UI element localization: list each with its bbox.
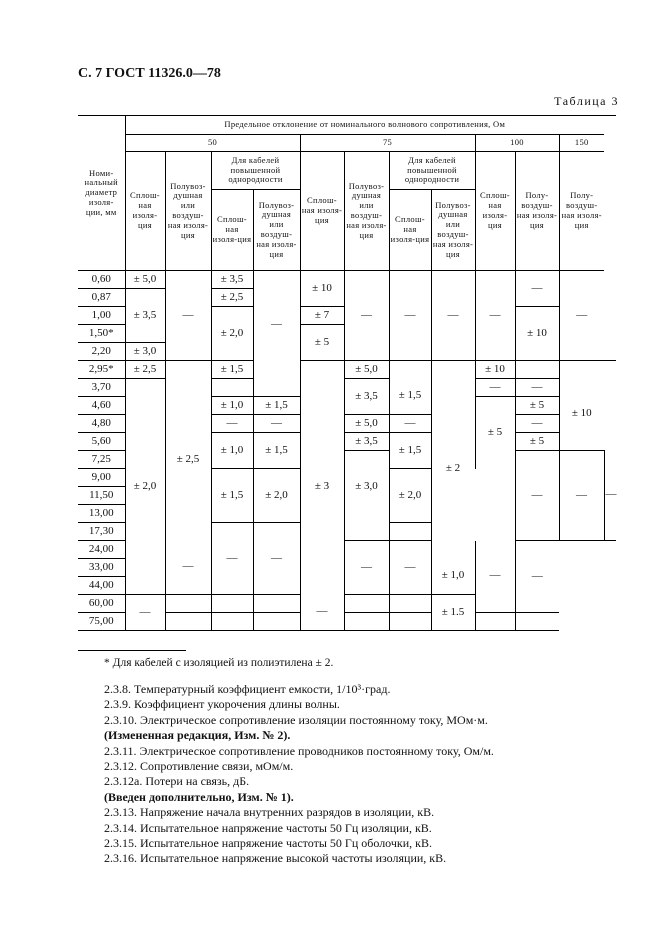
table-name: Таблица 3 (554, 94, 619, 108)
cell: ± 10 (300, 271, 344, 307)
cell: — (515, 379, 559, 397)
cell (515, 613, 559, 631)
row-label: 44,00 (78, 577, 125, 595)
cell: ± 1,5 (389, 379, 431, 415)
hdr-50-semiair: Полувоз-душная или воздуш-ная изоля-ция (165, 152, 211, 271)
cell: ± 1,5 (253, 433, 300, 469)
cell: ± 1,5 (389, 433, 431, 469)
diameter-header: Номи-нальный диаметр изоля-ции, мм (78, 116, 125, 271)
row-label: 4,60 (78, 397, 125, 415)
cell: ± 1,0 (431, 559, 475, 595)
cell (253, 595, 300, 613)
paragraph-line: 2.3.8. Температурный коэффициент емкости, 1/10³·град. (104, 682, 391, 696)
cell: ± 2 (431, 379, 475, 559)
cell (165, 613, 211, 631)
cell (389, 523, 431, 541)
hdr-50-solid: Сплош-ная изоля-ция (125, 152, 165, 271)
paragraph-line: 2.3.11. Электрическое сопротивление проводников постоянному току, Ом/м. (104, 743, 494, 758)
cell: ± 10 (475, 361, 515, 379)
cell: — (389, 415, 431, 433)
cell: ± 3,5 (125, 289, 165, 343)
paragraph-line: (Измененная редакция, Изм. № 2). (104, 728, 291, 743)
row-label: 0,60 (78, 271, 125, 289)
cell: ± 2,0 (253, 469, 300, 523)
row-label: 11,50 (78, 487, 125, 505)
cell (389, 361, 431, 379)
cell: ± 2,5 (211, 289, 253, 307)
paragraph-line: 2.3.12. Сопротивление связи, мОм/м. (104, 759, 294, 774)
cell: — (515, 271, 559, 307)
row-label: 60,00 (78, 595, 125, 613)
hdr-100-semiair: Полу-воздуш-ная изоля-ция (515, 152, 559, 271)
cell (559, 361, 604, 379)
cell: ± 5 (300, 325, 344, 361)
cell: — (389, 541, 431, 595)
cell (300, 361, 344, 379)
row-label: 3,70 (78, 379, 125, 397)
cell (211, 595, 253, 613)
cell: — (211, 523, 253, 595)
hdr-75-uniform-solid: Сплош-ная изоля-ция (389, 190, 431, 271)
cell: ± 7 (300, 307, 344, 325)
cell: — (475, 271, 515, 361)
cell: ± 5 (475, 397, 515, 469)
cell: ± 1,0 (211, 397, 253, 415)
cell: — (431, 271, 475, 361)
row-label: 0,87 (78, 289, 125, 307)
cell: — (515, 541, 559, 613)
row-label: 1,50* (78, 325, 125, 343)
cell: ± 2,5 (165, 379, 211, 541)
cell (344, 595, 389, 613)
cell: — (253, 415, 300, 433)
paragraph-line: 2.3.9. Коэффициент укорочения длины волны. (104, 697, 340, 712)
group-50: 50 (125, 135, 300, 152)
cell: ± 10 (515, 307, 559, 361)
group-150: 150 (559, 135, 604, 152)
cell: ± 5,0 (125, 271, 165, 289)
cell: ± 1,5 (253, 397, 300, 415)
cell: — (125, 595, 165, 631)
row-label: 5,60 (78, 433, 125, 451)
cell (389, 595, 431, 613)
cell: — (389, 271, 431, 361)
cell: ± 2,5 (125, 361, 165, 379)
cell: ± 1,5 (211, 361, 253, 379)
cell: — (344, 541, 389, 595)
cell: ± 5,0 (344, 415, 389, 433)
cell: ± 3,5 (344, 379, 389, 415)
cell: ± 3 (300, 379, 344, 595)
cell: ± 2,0 (211, 307, 253, 361)
row-label: 75,00 (78, 613, 125, 631)
row-label: 4,80 (78, 415, 125, 433)
cell: ± 5 (515, 433, 559, 451)
cell: ± 2,0 (125, 379, 165, 595)
cell: ± 5 (515, 397, 559, 415)
paragraph-line: 2.3.13. Напряжение начала внутренних разрядов в изоляции, кВ. (104, 805, 435, 820)
hdr-75-uniform: Для кабелей повышенной однородности (389, 152, 475, 190)
cell: — (253, 271, 300, 379)
cell (389, 613, 431, 631)
paragraph-line: 2.3.10. Электрическое сопротивление изоляции постоянному току, МОм·м. (104, 712, 488, 727)
cell: — (253, 523, 300, 595)
row-label: 7,25 (78, 451, 125, 469)
cell: — (515, 451, 559, 541)
cell: — (165, 271, 211, 361)
row-label: 2,20 (78, 343, 125, 361)
cell: ± 1,0 (211, 433, 253, 469)
footnote: * Для кабелей с изоляцией из полиэтилена ± 2. (104, 657, 334, 669)
hdr-75-semiair: Полувоз-душная или воздуш-ная изоля-ция (344, 152, 389, 271)
hdr-75-uniform-semiair: Полувоз-душная или воздуш-ная изоля-ция (431, 190, 475, 271)
cell: — (344, 271, 389, 361)
hdr-75-solid: Сплош-ная изоля-ция (300, 152, 344, 271)
cell: — (559, 271, 604, 361)
paragraph-line: 2.3.12а. Потери на связь, дБ. (104, 774, 250, 789)
cell: — (165, 541, 211, 595)
paragraph-line: 2.3.15. Испытательное напряжение частоты 50 Гц оболочки, кВ. (104, 836, 432, 851)
cell: — (475, 541, 515, 613)
paragraph-line: 2.3.14. Испытательное напряжение частоты 50 Гц изоляции, кВ. (104, 820, 432, 835)
cell (211, 613, 253, 631)
group-75: 75 (300, 135, 475, 152)
cell (475, 613, 515, 631)
row-label: 17,30 (78, 523, 125, 541)
row-label: 9,00 (78, 469, 125, 487)
cell: ± 3,5 (211, 271, 253, 289)
cell (431, 361, 475, 379)
tolerance-table (78, 115, 616, 631)
hdr-50-uniform-semiair: Полувоз-душная или воздуш-ная изоля-ция (253, 190, 300, 271)
row-label: 13,00 (78, 505, 125, 523)
cell: ± 5,0 (344, 361, 389, 379)
cell: ± 3,0 (344, 451, 389, 523)
row-label: 33,00 (78, 559, 125, 577)
cell (253, 379, 300, 397)
hdr-100-solid: Сплош-ная изоля-ция (475, 152, 515, 271)
cell (211, 379, 253, 397)
cell (344, 523, 389, 541)
hdr-50-uniform: Для кабелей повышенной однородности (211, 152, 300, 190)
cell: ± 3,5 (344, 433, 389, 451)
cell (165, 595, 211, 613)
cell: — (475, 379, 515, 397)
footnote-divider (78, 650, 186, 651)
cell: — (604, 451, 616, 541)
cell (165, 361, 211, 379)
row-label: 2,95* (78, 361, 125, 379)
cell (344, 613, 389, 631)
group-title: Предельное отклонение от номинального волнового сопротивления, Ом (125, 116, 604, 135)
cell: — (559, 451, 604, 541)
cell: — (211, 415, 253, 433)
group-100: 100 (475, 135, 559, 152)
paragraph-list (104, 682, 494, 867)
cell: ± 10 (559, 379, 604, 451)
cell (515, 361, 559, 379)
cell: ± 3,0 (125, 343, 165, 361)
row-label: 1,00 (78, 307, 125, 325)
paragraph-line: (Введен дополнительно, Изм. № 1). (104, 789, 294, 804)
cell (253, 613, 300, 631)
cell: — (515, 415, 559, 433)
hdr-150-semiair: Полу-воздуш-ная изоля-ция (559, 152, 604, 271)
cell: ± 1.5 (431, 595, 475, 631)
cell: — (300, 595, 344, 631)
cell: ± 2,0 (389, 469, 431, 523)
paragraph-line: 2.3.16. Испытательное напряжение высокой частоты изоляции, кВ. (104, 851, 447, 866)
row-label: 24,00 (78, 541, 125, 559)
page-header: С. 7 ГОСТ 11326.0—78 (78, 66, 221, 81)
cell: ± 1,5 (211, 469, 253, 523)
hdr-50-uniform-solid: Сплош-ная изоля-ция (211, 190, 253, 271)
